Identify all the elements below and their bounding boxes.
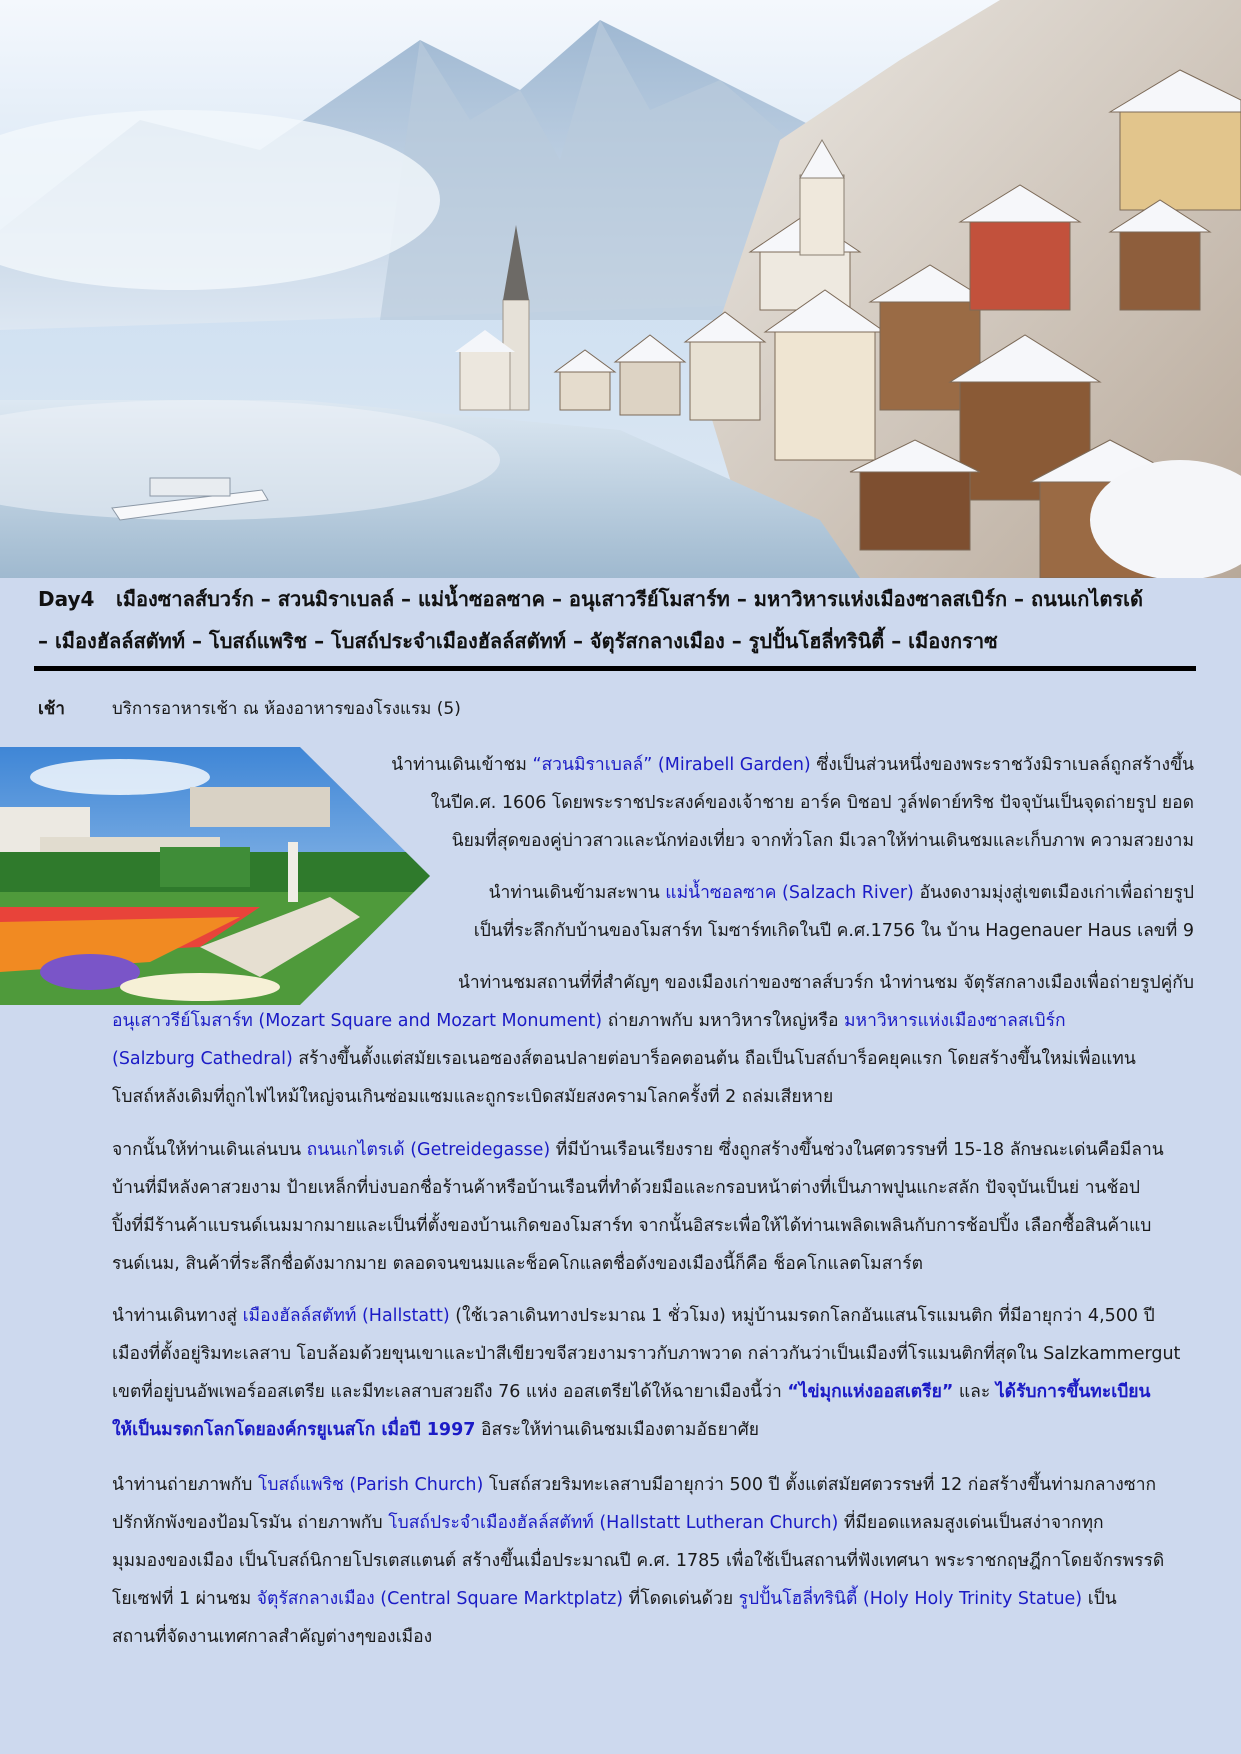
day-header-line-1 <box>38 578 1200 620</box>
unesco-highlight: ได้รับการขึ้นทะเบียน <box>995 1382 1151 1402</box>
paragraph-line: นิยมที่สุดของคู่บ่าวสาวและนักท่องเที่ยว จากทั่วโลก มีเวลาให้ท่านเดินชมและเก็บภาพ ความสวยงาม <box>451 831 1194 851</box>
unesco-year-highlight: ให้เป็นมรดกโลกโดยองค์กรยูเนสโก เมื่อปี 1997 <box>112 1420 476 1440</box>
text: นำท่านเดินข้ามสะพาน <box>488 883 666 903</box>
mirabell-garden-highlight: “สวนมิราเบลล์” (Mirabell Garden) <box>532 755 811 775</box>
text: อันงดงามมุ่งสู่เขตเมืองเก่าเพื่อถ่ายรูป <box>913 883 1194 903</box>
paragraph-line: สถานที่จัดงานเทศกาลสำคัญต่างๆของเมือง <box>112 1627 433 1647</box>
hero-photo <box>0 0 1241 578</box>
salzburg-cathedral-en-highlight: (Salzburg Cathedral) <box>112 1049 293 1069</box>
day-label: Day4 <box>38 587 95 611</box>
text: ที่มีบ้านเรือนเรียงราย ซึ่งถูกสร้างขึ้นช่วงในศตวรรษที่ 15-18 ลักษณะเด่นคือมีลาน <box>550 1140 1164 1160</box>
day-route-line-1: เมืองซาลส์บวร์ก – สวนมิราเบลล์ – แม่น้ำซอลซาค – อนุเสาวรีย์โมสาร์ท – มหาวิหารแห่งเมืองซาลสเบิร์ก – ถนนเกไตรเด้ <box>116 587 1144 611</box>
text: นำท่านถ่ายภาพกับ <box>112 1475 258 1495</box>
getreidegasse-highlight: ถนนเกไตรเด้ (Getreidegasse) <box>306 1140 551 1160</box>
text: อิสระให้ท่านเดินชมเมืองตามอัธยาศัย <box>475 1420 760 1440</box>
parish-church-highlight: โบสถ์แพริช (Parish Church) <box>257 1475 484 1495</box>
text: โยเซฟที่ 1 ผ่านชม <box>112 1589 257 1609</box>
text: เป็น <box>1082 1589 1117 1609</box>
meal-label: เช้า <box>38 699 65 719</box>
paragraph-churches <box>112 1466 1194 1656</box>
paragraph-line <box>330 746 1194 784</box>
paragraph-line <box>112 1411 1194 1449</box>
text: สร้างขึ้นตั้งแต่สมัยเรอเนอซองส์ตอนปลายต่อบาร็อคตอนต้น ถือเป็นโบสถ์บาร็อคยุคแรก โดยสร้างขึ้นใหม่เพื่อแทน <box>292 1049 1136 1069</box>
paragraph-line: ปิ้งที่มีร้านค้าแบรนด์เนมมากมายและเป็นที่ตั้งของบ้านเกิดของโมสาร์ท จากนั้นอิสระเพื่อให้ได้ท่านเพลิดเพลินกับการช้อปปิ้ง เลือกซื้อสินค้าแบ <box>112 1216 1152 1236</box>
paragraph-line: โบสถ์หลังเดิมที่ถูกไฟไหม้ใหญ่จนเกินซ่อมแซมและถูกระเบิดสมัยสงครามโลกครั้งที่ 2 ถล่มเสียหาย <box>112 1087 834 1107</box>
central-square-highlight: จัตุรัสกลางเมือง (Central Square Marktplatz) <box>256 1589 624 1609</box>
trinity-statue-highlight: รูปปั้นโฮลี่ทรินิตี้ (Holy Holy Trinity Statue) <box>738 1589 1083 1609</box>
paragraph-line: ในปีค.ศ. 1606 โดยพระราชประสงค์ของเจ้าชาย อาร์ค บิชอป วูล์ฟดาย์ทริช ปัจจุบันเป็นจุดถ่ายรูป ยอด <box>430 793 1194 813</box>
meal-row <box>38 694 461 724</box>
paragraph-line: เป็นที่ระลึกกับบ้านของโมสาร์ท โมซาร์ทเกิดในปี ค.ศ.1756 ใน บ้าน Hagenauer Haus เลขที่ 9 <box>473 921 1194 941</box>
meal-text: บริการอาหารเช้า ณ ห้องอาหารของโรงแรม (5) <box>112 699 461 719</box>
text: ถ่ายภาพกับ มหาวิหารใหญ่หรือ <box>602 1011 845 1031</box>
paragraph-line: บ้านที่มีหลังคาสวยงาม ป้ายเหล็กที่บ่งบอกชื่อร้านค้าหรือบ้านเรือนที่ทำด้วยมือและกรอบหน้าต่างที่เป็นภาพปูนแกะสลัก ปัจจุบันเป็นย่ านช้อป <box>112 1178 1140 1198</box>
paragraph-line: นำท่านชมสถานที่ที่สำคัญๆ ของเมืองเก่าของซาลส์บวร์ก นำท่านชม จัตุรัสกลางเมืองเพื่อถ่ายรูปคู่กับ <box>457 973 1194 993</box>
paragraph-mirabell <box>330 746 1194 860</box>
lutheran-church-highlight: โบสถ์ประจำเมืองฮัลล์สตัทท์ (Hallstatt Lutheran Church) <box>388 1513 839 1533</box>
paragraph-line <box>112 1297 1194 1335</box>
mozart-monument-highlight: อนุเสาวรีย์โมสาร์ท (Mozart Square and Mozart Monument) <box>112 1011 603 1031</box>
day-route-line-2: – เมืองฮัลล์สตัทท์ – โบสถ์แพริช – โบสถ์ประจำเมืองฮัลล์สตัทท์ – จัตุรัสกลางเมือง – รูปปั้นโฮลี่ทรินิตี้ – เมืองกราซ <box>38 629 998 653</box>
paragraph-line <box>112 1466 1194 1504</box>
text: ปรักหักพังของป้อมโรมัน ถ่ายภาพกับ <box>112 1513 389 1533</box>
paragraph-line <box>112 1580 1194 1618</box>
paragraph-salzach <box>400 874 1194 950</box>
text: ที่โดดเด่นด้วย <box>623 1589 739 1609</box>
paragraph-line <box>400 874 1194 912</box>
header-divider <box>34 666 1196 671</box>
text: เขตที่อยู่บนอัพเพอร์ออสเตรีย และมีทะเลสาบสวยถึง 76 แห่ง ออสเตรียได้ให้ฉายาเมืองนี้ว่า <box>112 1382 788 1402</box>
salzach-river-highlight: แม่น้ำซอลซาค (Salzach River) <box>665 883 914 903</box>
pearl-of-austria-highlight: “ไข่มุกแห่งออสเตรีย” <box>787 1382 954 1402</box>
salzburg-cathedral-highlight: มหาวิหารแห่งเมืองซาลสเบิร์ก <box>844 1011 1066 1031</box>
text: และ <box>953 1382 996 1402</box>
paragraph-line <box>112 1373 1194 1411</box>
paragraph-line <box>112 1002 1194 1040</box>
text: โบสถ์สวยริมทะเลสาบมีอายุกว่า 500 ปี ตั้งแต่สมัยศตวรรษที่ 12 ก่อสร้างขึ้นท่ามกลางซาก <box>483 1475 1157 1495</box>
text: นำท่านเดินเข้าชม <box>391 755 533 775</box>
paragraph-line <box>112 1131 1194 1169</box>
day-header <box>38 578 1200 662</box>
text: ซึ่งเป็นส่วนหนึ่งของพระราชวังมิราเบลล์ถูกสร้างขึ้น <box>810 755 1194 775</box>
text: (ใช้เวลาเดินทางประมาณ 1 ชั่วโมง) หมู่บ้านมรดกโลกอันแสนโรแมนติก ที่มีอายุกว่า 4,500 ปี <box>449 1306 1155 1326</box>
paragraph-line: มุมมองของเมือง เป็นโบสถ์นิกายโปรเตสแตนต์ สร้างขึ้นเมื่อประมาณปี ค.ศ. 1785 เพื่อใช้เป็นสถานที่ฟังเทศนา พระราชกฤษฎีกาโดยจักรพรรดิ <box>112 1551 1165 1571</box>
paragraph-line <box>112 1504 1194 1542</box>
paragraph-line: เมืองที่ตั้งอยู่ริมทะเลสาบ โอบล้อมด้วยขุนเขาและป่าสีเขียวขจีสวยงามราวกับภาพวาด กล่าวกันว่าเป็นเมืองที่โรแมนติกที่สุดใน Salzkammergut <box>112 1344 1181 1364</box>
paragraph-line <box>112 1040 1194 1078</box>
paragraph-hallstatt <box>112 1297 1194 1449</box>
hallstatt-highlight: เมืองฮัลล์สตัทท์ (Hallstatt) <box>242 1306 450 1326</box>
text: ที่มียอดแหลมสูงเด่นเป็นสง่าจากทุก <box>838 1513 1104 1533</box>
text: จากนั้นให้ท่านเดินเล่นบน <box>112 1140 307 1160</box>
paragraph-getreidegasse <box>112 1131 1194 1283</box>
paragraph-mozart <box>112 964 1194 1116</box>
hallstatt-winter-photo <box>0 0 1241 578</box>
paragraph-line: รนด์เนม, สินค้าที่ระลึกชื่อดังมากมาย ตลอดจนขนมและช็อคโกแลตชื่อดังของเมืองนี้ก็คือ ช็อคโกแลตโมสาร์ต <box>112 1254 923 1274</box>
text: นำท่านเดินทางสู่ <box>112 1306 243 1326</box>
